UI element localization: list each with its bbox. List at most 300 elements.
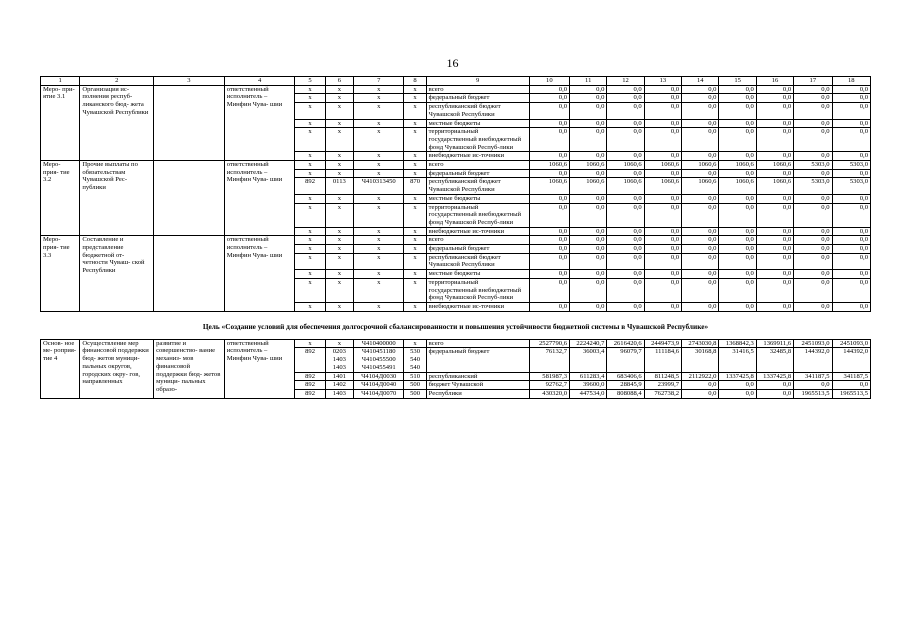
column-number-cell: 11	[570, 77, 607, 86]
gr-code-cell: x	[295, 128, 325, 152]
amount-cell: 0,0	[644, 236, 681, 245]
amount-cell: 0,0	[682, 128, 719, 152]
section-code-cell: x	[325, 85, 353, 94]
amount-cell: 0,0	[570, 203, 607, 227]
amount-cell: 32485,8	[756, 348, 793, 372]
target-code-cell: Ч4104Д0040	[353, 381, 403, 390]
funding-source-cell: республиканский бюджет Чувашской Республики	[426, 178, 529, 194]
amount-cell: 0,0	[644, 227, 681, 236]
target-code-cell: Ч410400000	[353, 339, 403, 348]
amount-cell: 1060,6	[682, 178, 719, 194]
amount-cell: 0,0	[719, 236, 756, 245]
amount-cell: 0,0	[607, 245, 644, 254]
amount-cell: 2224240,7	[570, 339, 607, 348]
amount-cell: 0,0	[570, 169, 607, 178]
amount-cell: 0,0	[682, 152, 719, 161]
amount-cell: 0,0	[682, 85, 719, 94]
amount-cell: 0,0	[570, 128, 607, 152]
activity-c3-cell	[154, 236, 225, 311]
column-number-row	[41, 77, 871, 86]
amount-cell: 0,0	[756, 270, 793, 279]
amount-cell: 1060,6	[719, 178, 756, 194]
amount-cell: 0,0	[570, 85, 607, 94]
amount-cell: 0,0	[832, 278, 870, 302]
amount-cell: 0,0	[682, 278, 719, 302]
gr-code-cell: x	[295, 253, 325, 269]
amount-cell: 0,0	[832, 236, 870, 245]
funding-source-cell: бюджет Чувашской	[426, 381, 529, 390]
target-code-cell: x	[353, 253, 403, 269]
funding-source-cell: территориальный государственный внебюджетный фонд Чувашской Респуб-лики	[426, 203, 529, 227]
amount-cell: 0,0	[570, 278, 607, 302]
target-code-cell: Ч4104Д0070	[353, 389, 403, 398]
amount-cell: 0,0	[719, 128, 756, 152]
amount-cell: 0,0	[794, 227, 832, 236]
funding-source-cell: всего	[426, 236, 529, 245]
amount-cell: 5303,0	[794, 178, 832, 194]
column-number-cell: 7	[353, 77, 403, 86]
amount-cell: 611283,4	[570, 372, 607, 381]
target-code-cell: x	[353, 270, 403, 279]
section-code-cell: x	[325, 128, 353, 152]
activity-c2-cell: Осуществление мер финансовой поддержки бюд- жетов муници- пальных округов, городских окру- гов, направленных	[80, 339, 154, 398]
section-code-cell: x	[325, 236, 353, 245]
activity-c4-cell: ответственный исполнитель – Минфин Чува- шии	[224, 161, 295, 236]
column-number-cell: 14	[682, 77, 719, 86]
amount-cell: 581987,3	[529, 372, 569, 381]
amount-cell: 0,0	[529, 203, 569, 227]
amount-cell: 1337425,8	[756, 372, 793, 381]
activity-c1-cell: Меро- прия- тие 3.3	[41, 236, 80, 311]
amount-cell: 92762,7	[529, 381, 569, 390]
amount-cell: 0,0	[570, 227, 607, 236]
amount-cell: 1337425,8	[719, 372, 756, 381]
amount-cell: 0,0	[607, 253, 644, 269]
funding-source-cell: местные бюджеты	[426, 119, 529, 128]
amount-cell: 0,0	[832, 152, 870, 161]
amount-cell: 0,0	[794, 94, 832, 103]
amount-cell: 0,0	[682, 194, 719, 203]
amount-cell: 0,0	[644, 169, 681, 178]
amount-cell: 0,0	[570, 152, 607, 161]
section-code-cell: x	[325, 278, 353, 302]
amount-cell: 0,0	[756, 119, 793, 128]
expense-type-cell: x	[404, 94, 426, 103]
amount-cell: 96079,7	[607, 348, 644, 372]
amount-cell: 0,0	[756, 203, 793, 227]
amount-cell: 0,0	[682, 302, 719, 311]
amount-cell: 0,0	[607, 94, 644, 103]
expense-type-cell: x	[404, 169, 426, 178]
goal-heading: Цель «Создание условий для обеспечения долгосрочной сбалансированности и повышения устойчивости бюджетной системы в Чувашской Республике»	[41, 311, 871, 339]
amount-cell: 0,0	[682, 227, 719, 236]
funding-source-cell: внебюджетные ис-точники	[426, 227, 529, 236]
amount-cell: 0,0	[529, 278, 569, 302]
amount-cell: 811248,5	[644, 372, 681, 381]
target-code-cell: x	[353, 169, 403, 178]
amount-cell: 0,0	[607, 194, 644, 203]
target-code-cell: x	[353, 94, 403, 103]
section-code-cell: x	[325, 227, 353, 236]
section-code-cell: x	[325, 270, 353, 279]
amount-cell: 0,0	[570, 302, 607, 311]
amount-cell: 1060,6	[644, 161, 681, 170]
amount-cell: 1060,6	[570, 178, 607, 194]
gr-code-cell: x	[295, 152, 325, 161]
amount-cell: 0,0	[607, 227, 644, 236]
amount-cell: 0,0	[719, 253, 756, 269]
amount-cell: 0,0	[607, 236, 644, 245]
amount-cell: 341187,5	[794, 372, 832, 381]
amount-cell: 0,0	[529, 302, 569, 311]
amount-cell: 0,0	[644, 119, 681, 128]
amount-cell: 5303,0	[794, 161, 832, 170]
gr-code-cell: x	[295, 94, 325, 103]
amount-cell: 0,0	[794, 278, 832, 302]
amount-cell: 0,0	[607, 152, 644, 161]
expense-type-cell: 500	[404, 381, 426, 390]
amount-cell: 0,0	[529, 236, 569, 245]
goal-row	[41, 311, 871, 339]
table-row	[41, 161, 871, 170]
section-code-cell: 0113	[325, 178, 353, 194]
amount-cell: 0,0	[832, 194, 870, 203]
amount-cell: 0,0	[570, 194, 607, 203]
amount-cell: 0,0	[794, 270, 832, 279]
amount-cell: 341187,5	[832, 372, 870, 381]
amount-cell: 0,0	[529, 169, 569, 178]
amount-cell: 0,0	[719, 381, 756, 390]
amount-cell: 0,0	[794, 103, 832, 119]
amount-cell: 144392,0	[794, 348, 832, 372]
amount-cell: 0,0	[794, 119, 832, 128]
amount-cell: 0,0	[570, 270, 607, 279]
amount-cell: 0,0	[756, 227, 793, 236]
amount-cell: 0,0	[644, 203, 681, 227]
amount-cell: 0,0	[682, 94, 719, 103]
column-number-cell: 5	[295, 77, 325, 86]
column-number-cell: 1	[41, 77, 80, 86]
expense-type-cell: 510	[404, 372, 426, 381]
amount-cell: 0,0	[644, 94, 681, 103]
amount-cell: 0,0	[529, 94, 569, 103]
section-code-cell: 0203 1403 1403	[325, 348, 353, 372]
amount-cell: 0,0	[529, 85, 569, 94]
amount-cell: 0,0	[607, 103, 644, 119]
amount-cell: 0,0	[832, 119, 870, 128]
expense-type-cell: x	[404, 270, 426, 279]
activity-c4-cell: ответственный исполнитель – Минфин Чува- шии	[224, 85, 295, 160]
amount-cell: 0,0	[756, 236, 793, 245]
target-code-cell: x	[353, 227, 403, 236]
amount-cell: 0,0	[794, 236, 832, 245]
gr-code-cell: x	[295, 85, 325, 94]
gr-code-cell: 892	[295, 389, 325, 398]
expense-type-cell: x	[404, 194, 426, 203]
amount-cell: 0,0	[570, 119, 607, 128]
amount-cell: 0,0	[794, 194, 832, 203]
gr-code-cell: 892	[295, 381, 325, 390]
amount-cell: 5303,0	[832, 178, 870, 194]
gr-code-cell: x	[295, 119, 325, 128]
amount-cell: 0,0	[756, 128, 793, 152]
target-code-cell: x	[353, 161, 403, 170]
amount-cell: 0,0	[529, 270, 569, 279]
amount-cell: 28845,9	[607, 381, 644, 390]
amount-cell: 0,0	[832, 270, 870, 279]
amount-cell: 0,0	[570, 253, 607, 269]
gr-code-cell: x	[295, 278, 325, 302]
column-number-cell: 4	[224, 77, 295, 86]
amount-cell: 0,0	[607, 203, 644, 227]
amount-cell: 683406,6	[607, 372, 644, 381]
column-number-cell: 18	[832, 77, 870, 86]
column-number-cell: 10	[529, 77, 569, 86]
amount-cell: 0,0	[832, 302, 870, 311]
target-code-cell: x	[353, 85, 403, 94]
amount-cell: 0,0	[832, 227, 870, 236]
amount-cell: 0,0	[719, 169, 756, 178]
amount-cell: 0,0	[682, 203, 719, 227]
amount-cell: 0,0	[607, 278, 644, 302]
amount-cell: 0,0	[682, 119, 719, 128]
funding-source-cell: местные бюджеты	[426, 270, 529, 279]
amount-cell: 0,0	[529, 245, 569, 254]
section-code-cell: x	[325, 203, 353, 227]
amount-cell: 111184,6	[644, 348, 681, 372]
amount-cell: 0,0	[719, 152, 756, 161]
amount-cell: 0,0	[756, 152, 793, 161]
expense-type-cell: x	[404, 103, 426, 119]
amount-cell: 2112922,0	[682, 372, 719, 381]
amount-cell: 0,0	[570, 236, 607, 245]
expense-type-cell: x	[404, 245, 426, 254]
amount-cell: 1060,6	[682, 161, 719, 170]
amount-cell: 0,0	[644, 128, 681, 152]
amount-cell: 0,0	[682, 245, 719, 254]
gr-code-cell: x	[295, 161, 325, 170]
amount-cell: 0,0	[529, 103, 569, 119]
column-number-cell: 6	[325, 77, 353, 86]
amount-cell: 0,0	[529, 119, 569, 128]
section-code-cell: 1401	[325, 372, 353, 381]
amount-cell: 0,0	[756, 85, 793, 94]
amount-cell: 0,0	[682, 270, 719, 279]
amount-cell: 1369911,6	[756, 339, 793, 348]
amount-cell: 0,0	[794, 203, 832, 227]
target-code-cell: x	[353, 119, 403, 128]
table-row	[41, 236, 871, 245]
expense-type-cell: 870	[404, 178, 426, 194]
table-row	[41, 339, 871, 348]
section-code-cell: x	[325, 103, 353, 119]
activity-c4-cell: ответственный исполнитель – Минфин Чува- шии	[224, 236, 295, 311]
gr-code-cell: x	[295, 103, 325, 119]
amount-cell: 0,0	[719, 227, 756, 236]
target-code-cell: Ч4104Д0030	[353, 372, 403, 381]
funding-source-cell: территориальный государственный внебюджетный фонд Чувашской Респуб-лики	[426, 278, 529, 302]
amount-cell: 0,0	[832, 203, 870, 227]
amount-cell: 0,0	[607, 119, 644, 128]
target-code-cell: x	[353, 203, 403, 227]
section-code-cell: x	[325, 152, 353, 161]
section-code-cell: x	[325, 94, 353, 103]
amount-cell: 0,0	[719, 94, 756, 103]
amount-cell: 2451093,0	[832, 339, 870, 348]
amount-cell: 0,0	[719, 245, 756, 254]
section-code-cell: 1402	[325, 381, 353, 390]
amount-cell: 0,0	[607, 128, 644, 152]
expense-type-cell: x	[404, 85, 426, 94]
target-code-cell: Ч410451180 Ч410455500 Ч410455491	[353, 348, 403, 372]
expense-type-cell: x	[404, 302, 426, 311]
expense-type-cell: 530 540 540	[404, 348, 426, 372]
funding-source-cell: внебюджетные ис-точники	[426, 302, 529, 311]
section-code-cell: x	[325, 194, 353, 203]
amount-cell: 0,0	[756, 103, 793, 119]
gr-code-cell: x	[295, 194, 325, 203]
column-number-cell: 2	[80, 77, 154, 86]
amount-cell: 0,0	[529, 227, 569, 236]
amount-cell: 2449473,9	[644, 339, 681, 348]
target-code-cell: x	[353, 128, 403, 152]
amount-cell: 0,0	[756, 389, 793, 398]
budget-table	[40, 76, 871, 399]
gr-code-cell: 892	[295, 372, 325, 381]
amount-cell: 0,0	[719, 389, 756, 398]
funding-source-cell: федеральный бюджет	[426, 94, 529, 103]
amount-cell: 0,0	[832, 85, 870, 94]
amount-cell: 2743030,8	[682, 339, 719, 348]
amount-cell: 808088,4	[607, 389, 644, 398]
funding-source-cell: внебюджетные ис-точники	[426, 152, 529, 161]
amount-cell: 0,0	[644, 278, 681, 302]
column-number-cell: 3	[154, 77, 225, 86]
amount-cell: 0,0	[682, 253, 719, 269]
amount-cell: 0,0	[719, 103, 756, 119]
amount-cell: 0,0	[832, 253, 870, 269]
table-row	[41, 85, 871, 94]
activity-c2-cell: Организация ис- полнения респуб- ликанского бюд- жета Чувашской Республики	[80, 85, 154, 160]
amount-cell: 0,0	[719, 278, 756, 302]
amount-cell: 0,0	[607, 169, 644, 178]
amount-cell: 0,0	[570, 103, 607, 119]
amount-cell: 1965513,5	[794, 389, 832, 398]
expense-type-cell: x	[404, 119, 426, 128]
target-code-cell: x	[353, 194, 403, 203]
amount-cell: 0,0	[682, 169, 719, 178]
column-number-cell: 16	[756, 77, 793, 86]
column-number-cell: 13	[644, 77, 681, 86]
expense-type-cell: x	[404, 227, 426, 236]
funding-source-cell: федеральный бюджет	[426, 245, 529, 254]
amount-cell: 36003,4	[570, 348, 607, 372]
amount-cell: 1368842,3	[719, 339, 756, 348]
column-number-cell: 9	[426, 77, 529, 86]
funding-source-cell: федеральный бюджет	[426, 348, 529, 372]
expense-type-cell: x	[404, 128, 426, 152]
amount-cell: 0,0	[719, 85, 756, 94]
section-code-cell: x	[325, 119, 353, 128]
target-code-cell: x	[353, 152, 403, 161]
funding-source-cell: федеральный бюджет	[426, 169, 529, 178]
amount-cell: 0,0	[570, 245, 607, 254]
amount-cell: 0,0	[682, 103, 719, 119]
gr-code-cell: x	[295, 302, 325, 311]
amount-cell: 0,0	[756, 245, 793, 254]
amount-cell: 1060,6	[644, 178, 681, 194]
target-code-cell: x	[353, 245, 403, 254]
amount-cell: 0,0	[719, 194, 756, 203]
section-code-cell: x	[325, 339, 353, 348]
amount-cell: 2527790,6	[529, 339, 569, 348]
gr-code-cell: x	[295, 245, 325, 254]
section-code-cell: 1403	[325, 389, 353, 398]
amount-cell: 1060,6	[570, 161, 607, 170]
activity-c1-cell: Основ- ное ме- роприя- тие 4	[41, 339, 80, 398]
target-code-cell: x	[353, 302, 403, 311]
amount-cell: 0,0	[644, 253, 681, 269]
amount-cell: 2616420,6	[607, 339, 644, 348]
amount-cell: 0,0	[644, 302, 681, 311]
funding-source-cell: Республики	[426, 389, 529, 398]
amount-cell: 0,0	[644, 152, 681, 161]
expense-type-cell: x	[404, 236, 426, 245]
amount-cell: 0,0	[794, 152, 832, 161]
amount-cell: 0,0	[756, 194, 793, 203]
amount-cell: 0,0	[794, 169, 832, 178]
gr-code-cell: 892	[295, 178, 325, 194]
amount-cell: 2451093,0	[794, 339, 832, 348]
target-code-cell: x	[353, 236, 403, 245]
expense-type-cell: x	[404, 278, 426, 302]
funding-source-cell: местные бюджеты	[426, 194, 529, 203]
target-code-cell: Ч410313450	[353, 178, 403, 194]
amount-cell: 0,0	[529, 194, 569, 203]
funding-source-cell: всего	[426, 161, 529, 170]
amount-cell: 1060,6	[529, 161, 569, 170]
section-code-cell: x	[325, 161, 353, 170]
gr-code-cell: x	[295, 203, 325, 227]
amount-cell: 1965513,5	[832, 389, 870, 398]
expense-type-cell: x	[404, 161, 426, 170]
amount-cell: 1060,6	[529, 178, 569, 194]
amount-cell: 1060,6	[607, 178, 644, 194]
amount-cell: 0,0	[832, 103, 870, 119]
expense-type-cell: 500	[404, 389, 426, 398]
section-code-cell: x	[325, 253, 353, 269]
amount-cell: 0,0	[832, 245, 870, 254]
amount-cell: 0,0	[756, 278, 793, 302]
activity-c1-cell: Меро- при- ятие 3.1	[41, 85, 80, 160]
amount-cell: 0,0	[607, 270, 644, 279]
amount-cell: 0,0	[832, 169, 870, 178]
amount-cell: 144392,0	[832, 348, 870, 372]
amount-cell: 30168,8	[682, 348, 719, 372]
amount-cell: 5303,0	[832, 161, 870, 170]
amount-cell: 0,0	[719, 270, 756, 279]
amount-cell: 0,0	[644, 85, 681, 94]
amount-cell: 0,0	[644, 103, 681, 119]
funding-source-cell: территориальный государственный внебюджетный фонд Чувашской Респуб-лики	[426, 128, 529, 152]
amount-cell: 0,0	[794, 245, 832, 254]
section-code-cell: x	[325, 245, 353, 254]
amount-cell: 31416,5	[719, 348, 756, 372]
amount-cell: 0,0	[682, 381, 719, 390]
amount-cell: 0,0	[794, 128, 832, 152]
amount-cell: 762738,2	[644, 389, 681, 398]
amount-cell: 0,0	[756, 253, 793, 269]
